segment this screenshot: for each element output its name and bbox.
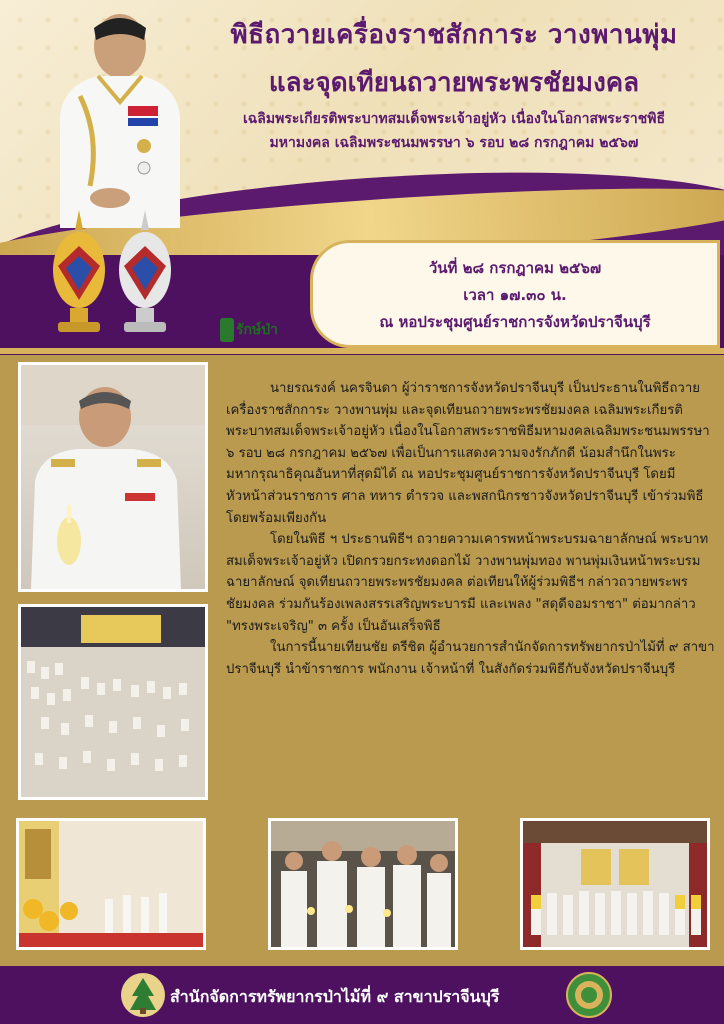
royal-ministry-seal-icon — [566, 972, 612, 1018]
group-photo-icon — [523, 821, 707, 947]
photo-altar — [16, 818, 206, 950]
article-paragraph-1: นายรณรงค์ นครจินดา ผู้ว่าราชการจังหวัดปราจีนบุรี เป็นประธานในพิธีถวายเครื่องราชสักการะ วางพานพุ่ม และจุดเทียนถวายพระพรชัยมงคล เฉลิมพระเกียรติพระบาทสมเด็จพระเจ้าอยู่หัว เนื่องในโอกาสพระราชพิธีมหามงคลเฉลิมพระชนมพรรษา ๖ รอบ ๒๘ กรกฎาคม ๒๕๖๗ เพื่อเป็นการแสดงความจงรักภักดี น้อมสำนึกในพระมหากรุณาธิคุณอันหาที่สุดมิได้ ณ หอประชุมศูนย์ราชการจังหวัดปราจีนบุรี โดยมีหัวหน้าส่วนราชการ ศาล ทหาร ตำรวจ และพสกนิกรชาวจังหวัดปราจีนบุรี เข้าร่วมพิธีโดยพร้อมเพียงกัน — [226, 381, 710, 526]
governor-figure-icon — [21, 365, 205, 589]
subtitle-line-2: มหามงคล เฉลิมพระชนมพรรษา ๖ รอบ ๒๘ กรกฎาคม ๒๕๖๗ — [269, 135, 639, 151]
king-portrait — [50, 6, 190, 228]
altar-flowers-icon — [19, 821, 203, 947]
photo-audience — [18, 604, 208, 800]
forest-department-seal-icon — [120, 972, 166, 1018]
article-paragraph-3: ในการนี้นายเทียนชัย ตรีชิต ผู้อำนวยการสำนักจัดการทรัพยากรป่าไม้ที่ ๙ สาขาปราจีนบุรี นำข้าราชการ พนักงาน เจ้าหน้าที่ ในสังกัดร่วมพิธีกับจังหวัดปราจีนบุรี — [226, 640, 715, 677]
audience-crowd-icon — [21, 607, 205, 797]
logo-text: รักษ์ป่า — [236, 322, 278, 338]
article-body — [226, 378, 716, 680]
tree-logo-icon — [218, 312, 296, 346]
title-line-1: พิธีถวายเครื่องราชสักการะ วางพานพุ่ม — [230, 20, 678, 50]
footer-organization: สำนักจัดการทรัพยากรป่าไม้ที่ ๙ สาขาปราจีนบุรี — [170, 987, 500, 1006]
header-banner — [0, 0, 724, 355]
event-date: วันที่ ๒๘ กรกฎาคม ๒๕๖๗ — [428, 259, 602, 277]
candle-holders-icon — [271, 821, 455, 947]
photo-governor — [18, 362, 208, 592]
silver-offering-urn-icon — [116, 210, 174, 340]
event-time: เวลา ๑๗.๓๐ น. — [463, 286, 567, 304]
photo-group — [520, 818, 710, 950]
gold-divider — [0, 348, 724, 354]
rakpa-logo — [218, 312, 296, 346]
subtitle-line-1: เฉลิมพระเกียรติพระบาทสมเด็จพระเจ้าอยู่หัว เนื่องในโอกาสพระราชพิธี — [242, 111, 665, 127]
gold-offering-urn-icon — [50, 210, 108, 340]
title-line-2: และจุดเทียนถวายพระพรชัยมงคล — [268, 68, 640, 98]
event-place: ณ หอประชุมศูนย์ราชการจังหวัดปราจีนบุรี — [379, 313, 651, 331]
article-paragraph-2: โดยในพิธี ฯ ประธานพิธีฯ ถวายความเคารพหน้าพระบรมฉายาลักษณ์ พระบาทสมเด็จพระเจ้าอยู่หัว เปิดกรวยกระทงดอกไม้ วางพานพุ่มทอง พานพุ่มเงินหน้าพระบรมฉายาลักษณ์ จุดเทียนถวายพระพรชัยมงคล ต่อเทียนให้ผู้ร่วมพิธีฯ กล่าวถวายพระพรชัยมงคล ร่วมกันร้องเพลงสรรเสริญพระบารมี และเพลง "สดุดีจอมราชา" ต่อมากล่าว "ทรงพระเจริญ" ๓ ครั้ง เป็นอันเสร็จพิธี — [226, 532, 709, 634]
photo-candles — [268, 818, 458, 950]
